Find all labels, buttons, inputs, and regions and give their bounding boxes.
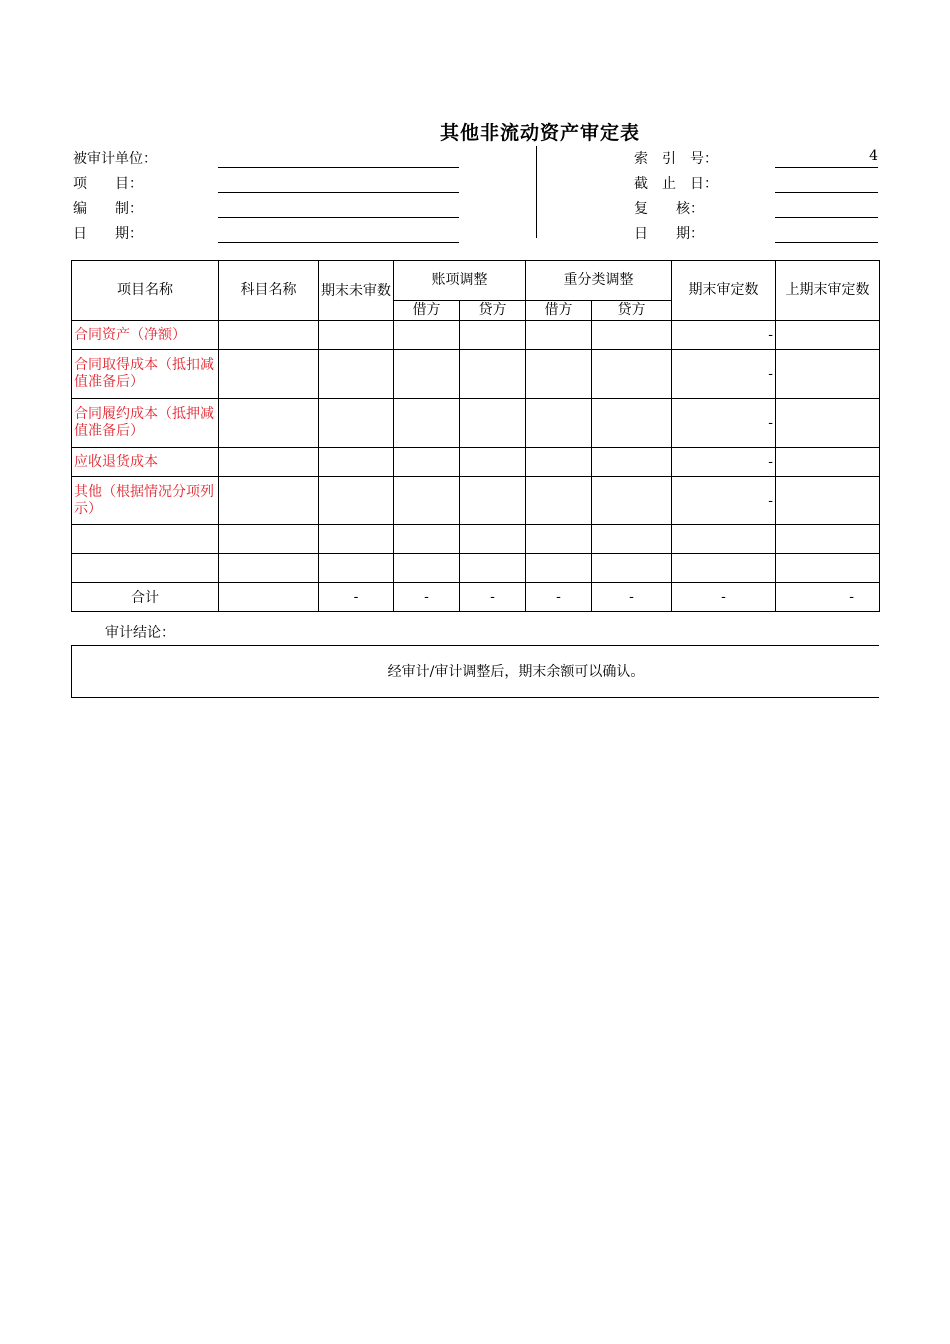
row-adj-debit-cell[interactable] xyxy=(394,525,460,554)
table-row xyxy=(72,448,880,477)
row-item-name: 合同履约成本（抵押减值准备后） xyxy=(72,399,219,448)
table-row xyxy=(72,399,880,448)
row-adj-credit-cell[interactable] xyxy=(460,399,526,448)
row-reclass-credit-cell[interactable] xyxy=(592,477,672,525)
audit-table xyxy=(71,260,880,612)
row-prior-cell[interactable] xyxy=(776,448,880,477)
row-unaudited-cell[interactable] xyxy=(319,350,394,399)
conclusion-label: 审计结论： xyxy=(105,625,175,641)
total-reclass-credit: - xyxy=(592,583,672,612)
row-reclass-credit-cell[interactable] xyxy=(592,525,672,554)
preparer-label: 编 制： xyxy=(73,201,143,217)
row-audited-cell[interactable]: - xyxy=(672,321,776,350)
index-number-value[interactable]: 4 xyxy=(869,148,878,164)
row-reclass-debit-cell[interactable] xyxy=(526,321,592,350)
header-account-name: 科目名称 xyxy=(219,261,319,321)
row-adj-credit-cell[interactable] xyxy=(460,525,526,554)
header-divider xyxy=(536,146,537,238)
row-item-name: 合同资产（净额） xyxy=(72,321,219,350)
total-label: 合计 xyxy=(72,583,219,612)
table-row xyxy=(72,477,880,525)
row-reclass-debit-cell[interactable] xyxy=(526,525,592,554)
row-reclass-debit-cell[interactable] xyxy=(526,448,592,477)
row-unaudited-cell[interactable] xyxy=(319,554,394,583)
row-unaudited-cell[interactable] xyxy=(319,399,394,448)
header-reclass-debit: 借方 xyxy=(526,301,592,321)
cutoff-date-field[interactable] xyxy=(775,192,878,193)
row-prior-cell[interactable] xyxy=(776,525,880,554)
reviewer-label: 复 核： xyxy=(634,201,704,217)
row-item-name: 其他（根据情况分项列示） xyxy=(72,477,219,525)
row-audited-cell[interactable]: - xyxy=(672,477,776,525)
date-label: 日 期： xyxy=(73,226,143,242)
row-account-cell[interactable] xyxy=(219,399,319,448)
row-reclass-credit-cell[interactable] xyxy=(592,448,672,477)
row-reclass-debit-cell[interactable] xyxy=(526,554,592,583)
row-unaudited-cell[interactable] xyxy=(319,477,394,525)
total-adj-credit: - xyxy=(460,583,526,612)
row-audited-cell[interactable]: - xyxy=(672,448,776,477)
row-account-cell[interactable] xyxy=(219,554,319,583)
row-audited-cell[interactable]: - xyxy=(672,399,776,448)
total-prior: - xyxy=(776,583,880,612)
row-item-name: 合同取得成本（抵扣减值准备后） xyxy=(72,350,219,399)
total-row xyxy=(72,583,880,612)
total-reclass-debit: - xyxy=(526,583,592,612)
row-prior-cell[interactable] xyxy=(776,321,880,350)
row-adj-debit-cell[interactable] xyxy=(394,554,460,583)
total-adj-debit: - xyxy=(394,583,460,612)
row-account-cell[interactable] xyxy=(219,525,319,554)
header-adj-debit: 借方 xyxy=(394,301,460,321)
row-reclass-credit-cell[interactable] xyxy=(592,321,672,350)
table-row xyxy=(72,525,880,554)
row-audited-cell[interactable] xyxy=(672,525,776,554)
row-account-cell[interactable] xyxy=(219,477,319,525)
conclusion-text: 经审计/审计调整后，期末余额可以确认。 xyxy=(387,664,645,680)
preparer-field[interactable] xyxy=(218,217,459,218)
header-item-name: 项目名称 xyxy=(72,261,219,321)
row-item-name: 应收退货成本 xyxy=(72,448,219,477)
row-adj-credit-cell[interactable] xyxy=(460,448,526,477)
row-adj-debit-cell[interactable] xyxy=(394,321,460,350)
total-audited: - xyxy=(672,583,776,612)
row-adj-credit-cell[interactable] xyxy=(460,321,526,350)
row-prior-cell[interactable] xyxy=(776,399,880,448)
table-row xyxy=(72,350,880,399)
audited-unit-field[interactable] xyxy=(218,167,459,168)
header-reclass-credit: 贷方 xyxy=(592,301,672,321)
row-audited-cell[interactable]: - xyxy=(672,350,776,399)
row-reclass-debit-cell[interactable] xyxy=(526,399,592,448)
row-account-cell[interactable] xyxy=(219,321,319,350)
date-field[interactable] xyxy=(218,242,459,243)
index-number-label: 索 引 号： xyxy=(634,151,718,167)
review-date-field[interactable] xyxy=(775,242,878,243)
row-prior-cell[interactable] xyxy=(776,350,880,399)
row-reclass-credit-cell[interactable] xyxy=(592,554,672,583)
row-prior-cell[interactable] xyxy=(776,554,880,583)
audited-unit-label: 被审计单位： xyxy=(73,151,157,167)
row-adj-credit-cell[interactable] xyxy=(460,350,526,399)
row-item-name[interactable] xyxy=(72,554,219,583)
project-field[interactable] xyxy=(218,192,459,193)
row-reclass-debit-cell[interactable] xyxy=(526,350,592,399)
header-unaudited: 期末未审数 xyxy=(319,261,394,321)
table-row xyxy=(72,554,880,583)
row-reclass-debit-cell[interactable] xyxy=(526,477,592,525)
table-row xyxy=(72,321,880,350)
cutoff-date-label: 截 止 日： xyxy=(634,176,718,192)
header-reclass: 重分类调整 xyxy=(526,261,672,301)
row-account-cell[interactable] xyxy=(219,350,319,399)
row-adj-debit-cell[interactable] xyxy=(394,477,460,525)
row-item-name[interactable] xyxy=(72,525,219,554)
row-unaudited-cell[interactable] xyxy=(319,448,394,477)
row-reclass-credit-cell[interactable] xyxy=(592,350,672,399)
reviewer-field[interactable] xyxy=(775,217,878,218)
total-account-cell xyxy=(219,583,319,612)
page-title: 其他非流动资产审定表 xyxy=(439,122,640,144)
total-unaudited: - xyxy=(319,583,394,612)
row-adj-debit-cell[interactable] xyxy=(394,448,460,477)
header-prior-audited: 上期末审定数 xyxy=(776,261,880,321)
row-audited-cell[interactable] xyxy=(672,554,776,583)
row-account-cell[interactable] xyxy=(219,448,319,477)
row-unaudited-cell[interactable] xyxy=(319,525,394,554)
conclusion-box[interactable] xyxy=(71,645,879,698)
index-number-line xyxy=(775,167,878,168)
project-label: 项 目： xyxy=(73,176,143,192)
review-date-label: 日 期： xyxy=(634,226,704,242)
row-unaudited-cell[interactable] xyxy=(319,321,394,350)
row-adj-credit-cell[interactable] xyxy=(460,477,526,525)
row-adj-debit-cell[interactable] xyxy=(394,399,460,448)
row-adj-debit-cell[interactable] xyxy=(394,350,460,399)
row-reclass-credit-cell[interactable] xyxy=(592,399,672,448)
header-adjustment: 账项调整 xyxy=(394,261,526,301)
row-adj-credit-cell[interactable] xyxy=(460,554,526,583)
header-adj-credit: 贷方 xyxy=(460,301,526,321)
header-audited: 期末审定数 xyxy=(672,261,776,321)
row-prior-cell[interactable] xyxy=(776,477,880,525)
